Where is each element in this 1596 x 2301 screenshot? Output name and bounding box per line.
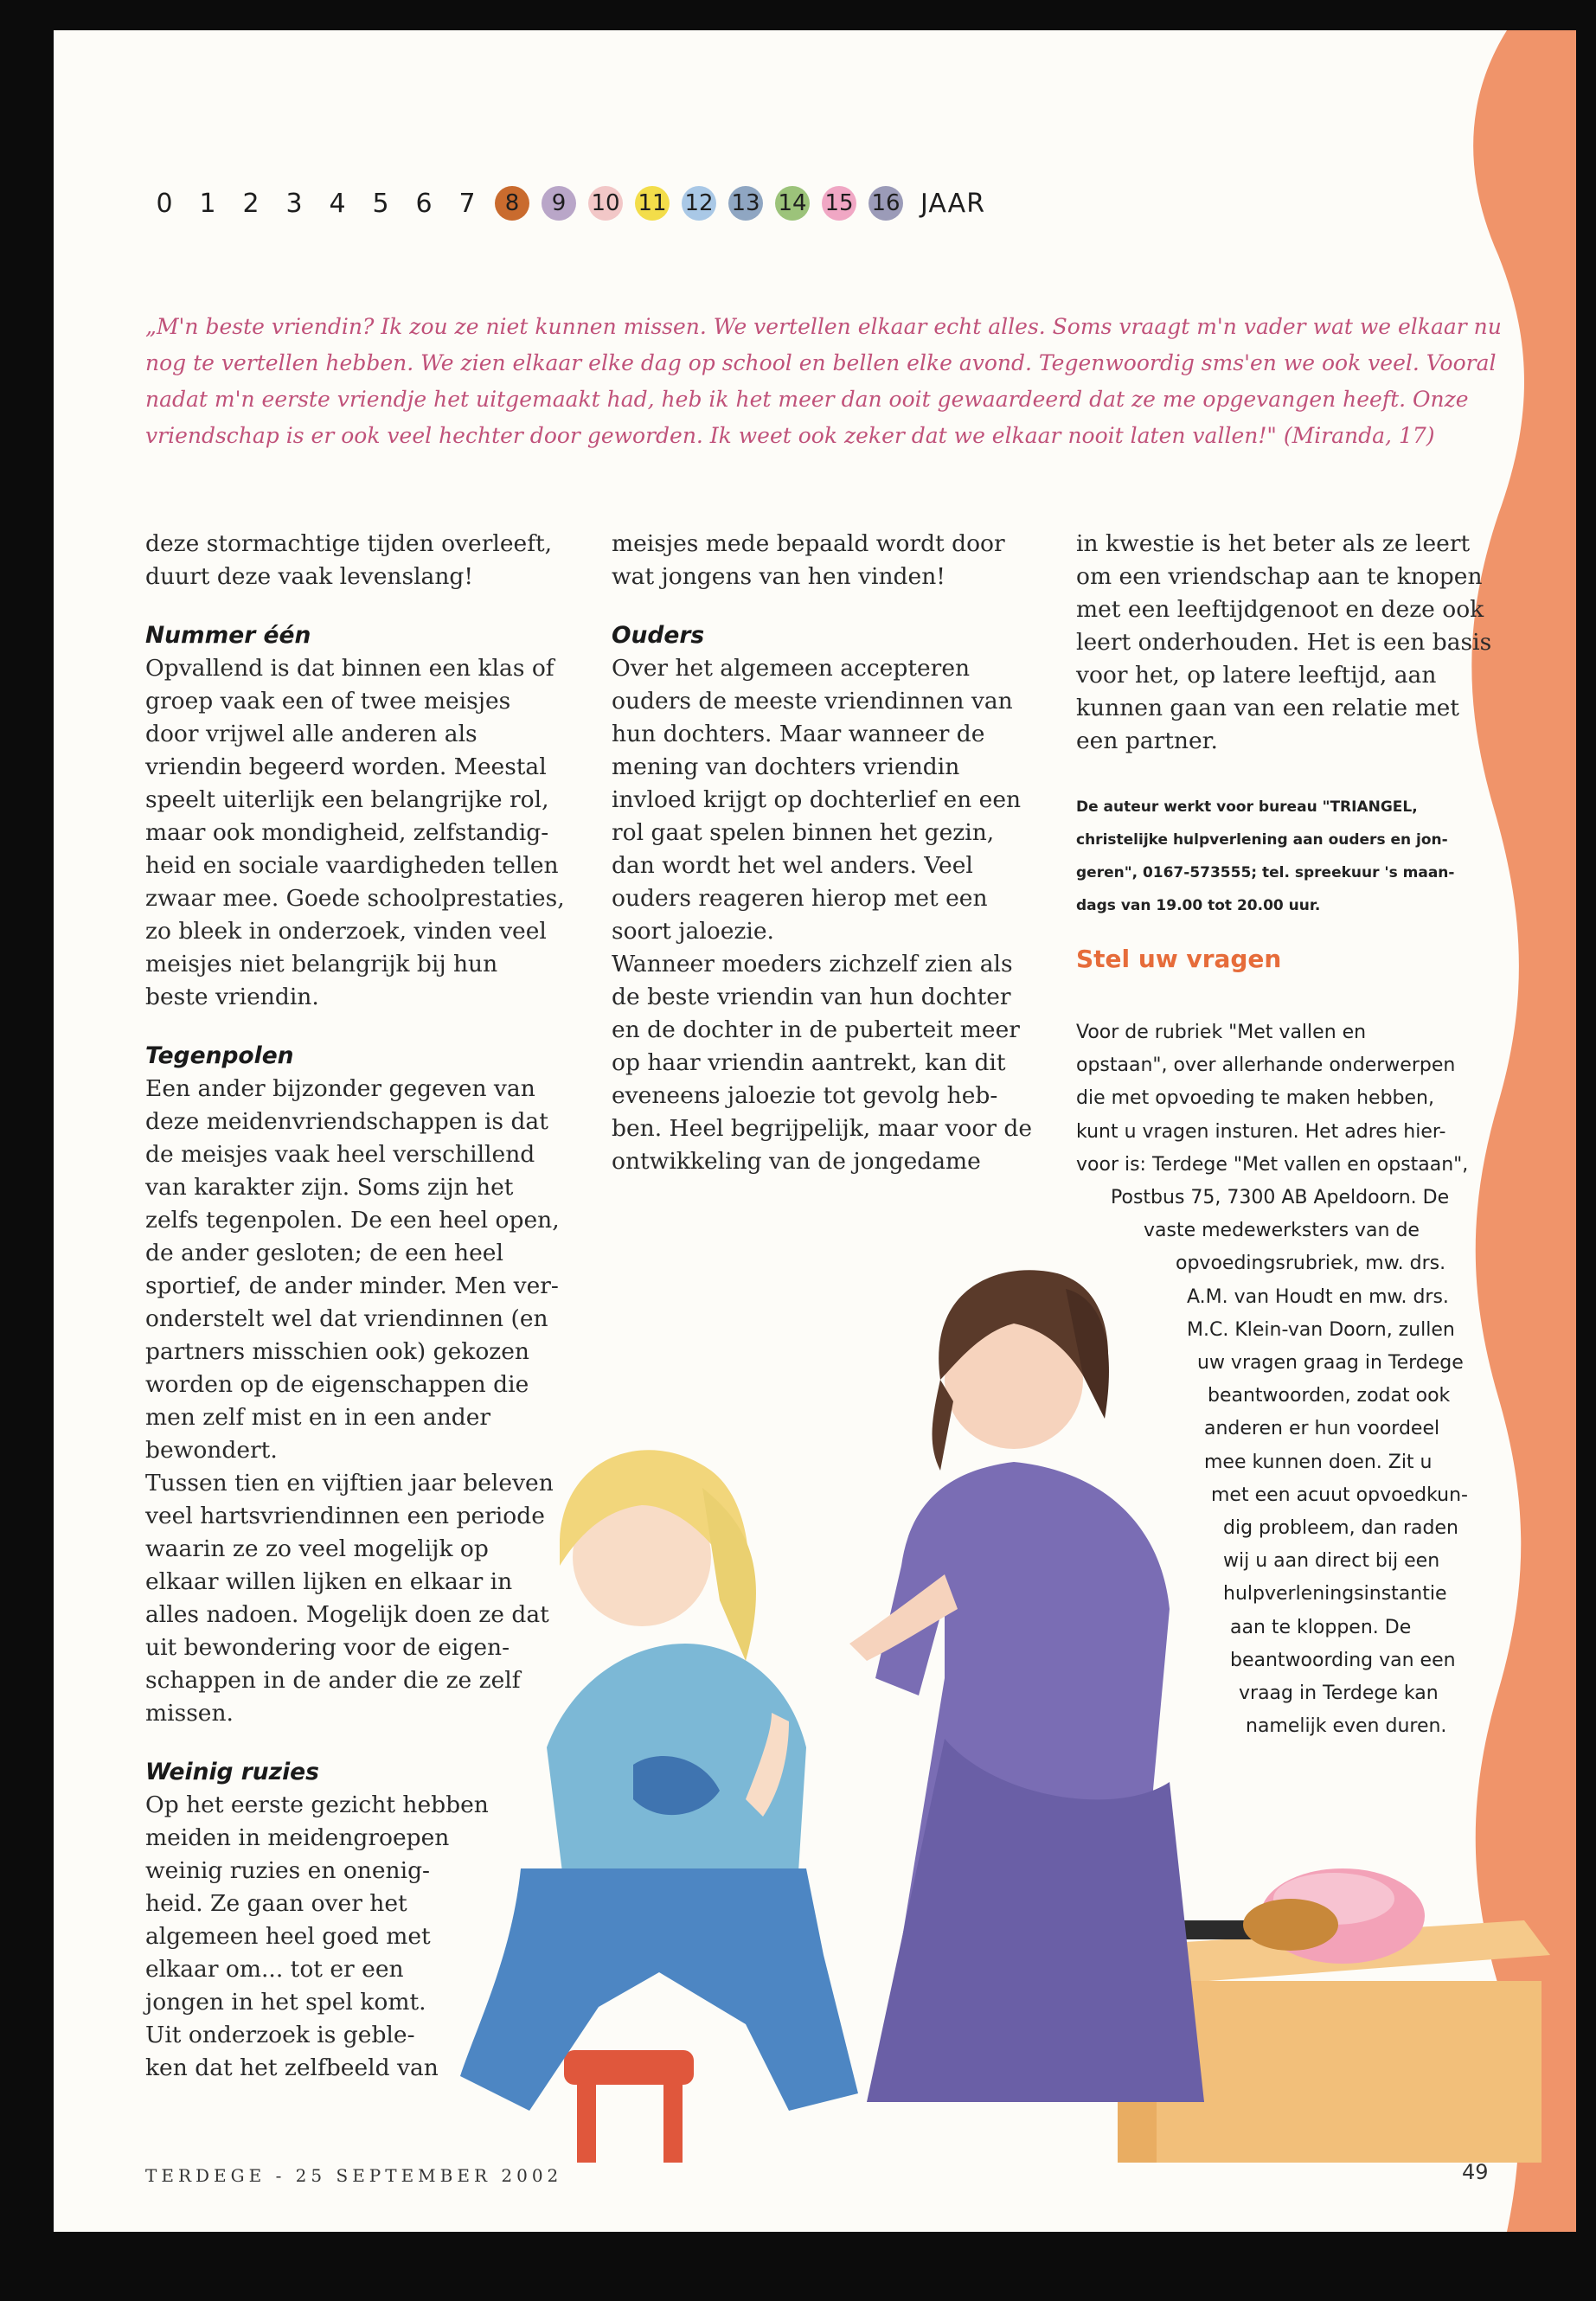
text-line: vaste medewerksters van de [1144,1220,1420,1242]
section-heading-ouders: Ouders [612,622,705,649]
age-marker: 4 [329,188,346,219]
text-line: Wanneer moeders zichzelf zien als [612,951,1013,977]
text-line: De auteur werkt voor bureau "TRIANGEL, [1076,798,1418,816]
text-line: uw vragen graag in Terdege [1197,1352,1464,1375]
text-line: weinig ruzies en onenig- [145,1857,430,1884]
text-line: geren", 0167-573555; tel. spreekuur 's maan- [1076,864,1455,881]
author-note [1076,791,1509,922]
age-marker: 12 [682,186,716,221]
text-line: beantwoording van een [1230,1649,1456,1671]
paragraph-nummer-een [145,652,578,1014]
text-line: mee kunnen doen. Zit u [1204,1451,1433,1473]
text-line: van karakter zijn. Soms zijn het [145,1174,514,1201]
text-line: deze meidenvriendschappen is dat [145,1108,548,1135]
text-line: jongen in het spel komt. [145,1989,426,2016]
text-line: waarin ze zo veel mogelijk op [145,1535,489,1562]
text-line: zelfs tegenpolen. De een heel open, [145,1207,560,1234]
text-line: heid en sociale vaardigheden tellen [145,852,559,879]
text-line: om een vriendschap aan te knopen [1076,563,1483,590]
text-line: door vrijwel alle anderen als [145,721,478,747]
text-line: wij u aan direct bij een [1223,1550,1440,1573]
age-unit-label: JAAR [920,188,986,219]
age-marker: 2 [242,188,260,219]
text-line: Een ander bijzonder gegeven van [145,1075,535,1102]
text-line: met een leeftijdgenoot en deze ook [1076,596,1484,623]
text-line: voor is: Terdege "Met vallen en opstaan", [1076,1153,1469,1176]
text-line: invloed krijgt op dochterlief en een [612,786,1022,813]
pull-quote [145,309,1529,454]
column-intro [612,528,1044,593]
text-line: zo bleek in onderzoek, vinden veel [145,918,547,945]
text-line: meisjes niet belangrijk bij hun [145,951,498,977]
text-line: M.C. Klein-van Doorn, zullen [1187,1318,1455,1341]
text-line: dig probleem, dan raden [1223,1517,1458,1540]
text-line: ben. Heel begrijpelijk, maar voor de [612,1115,1033,1142]
age-marker: 5 [372,188,389,219]
text-line: dags van 19.00 tot 20.00 uur. [1076,897,1321,914]
text-line: voor het, op latere leeftijd, aan [1076,662,1437,689]
text-line: aan te kloppen. De [1230,1616,1412,1638]
text-line: leert onderhouden. Het is een basis [1076,629,1492,656]
article-column-2 [612,528,1044,1178]
quote-line: vriendschap is er ook veel hechter door geworden. Ik weet ook zeker dat we elkaar nooit laten vallen!" (Miranda, 17) [145,423,1435,448]
text-line: wat jongens van hen vinden! [612,563,945,590]
text-line: in kwestie is het beter als ze leert [1076,530,1471,557]
text-line: alles nadoen. Mogelijk doen ze dat [145,1601,549,1628]
age-marker: 7 [458,188,476,219]
footer-publication: TERDEGE - 25 SEPTEMBER 2002 [145,2165,563,2186]
text-line: Opvallend is dat binnen een klas of [145,655,554,682]
age-marker: 6 [415,188,433,219]
text-line: onderstelt wel dat vriendinnen (en [145,1305,548,1332]
text-line: kunnen gaan van een relatie met [1076,695,1459,721]
quote-line: nog te vertellen hebben. We zien elkaar elke dag op school en bellen elke avond. Tegenwoordig sms'en we ook veel. Vooral [145,350,1497,375]
text-line: met een acuut opvoedkun- [1211,1484,1468,1506]
text-line: Tussen tien en vijftien jaar beleven [145,1470,554,1497]
text-line: veel hartsvriendinnen een periode [145,1503,545,1529]
article-column-3 [1076,528,1509,977]
age-marker: 8 [495,186,529,221]
text-line: Over het algemeen accepteren [612,655,971,682]
text-line: vraag in Terdege kan [1239,1682,1439,1705]
text-line: ken dat het zelfbeeld van [145,2054,439,2081]
text-line: schappen in de ander die ze zelf [145,1667,521,1694]
text-line: A.M. van Houdt en mw. drs. [1187,1285,1449,1308]
age-marker: 13 [728,186,763,221]
text-line: kunt u vragen insturen. Het adres hier- [1076,1120,1446,1143]
quote-line: „M'n beste vriendin? Ik zou ze niet kunnen missen. We vertellen elkaar echt alles. Soms vraagt m'n vader wat we elkaar nu [145,314,1502,339]
text-line: rol gaat spelen binnen het gezin, [612,819,995,846]
text-line: elkaar om... tot er een [145,1956,404,1983]
ask-section-body [1076,1016,1526,1743]
text-line: duurt deze vaak levenslang! [145,563,474,590]
text-line: namelijk even duren. [1246,1715,1447,1738]
text-line: een partner. [1076,727,1218,754]
text-line: ontwikkeling van de jongedame [612,1148,981,1175]
text-line: dan wordt het wel anders. Veel [612,852,973,879]
text-line: die met opvoeding te maken hebben, [1076,1087,1434,1110]
text-line: meisjes mede bepaald wordt door [612,530,1005,557]
age-marker: 15 [822,186,856,221]
text-line: men zelf mist en in een ander [145,1404,491,1431]
text-line: elkaar willen lijken en elkaar in [145,1568,513,1595]
text-line: soort jaloezie. [612,918,774,945]
text-line: uit bewondering voor de eigen- [145,1634,510,1661]
section-heading-tegenpolen: Tegenpolen [145,1042,294,1069]
page-number: 49 [1462,2160,1489,2184]
text-line: christelijke hulpverlening aan ouders en jon- [1076,831,1448,849]
text-line: zwaar mee. Goede schoolprestaties, [145,885,565,912]
age-scale [149,186,985,221]
text-line: de meisjes vaak heel verschillend [145,1141,535,1168]
text-line: de beste vriendin van hun dochter [612,984,1011,1010]
age-marker: 3 [285,188,303,219]
text-line: hulpverleningsinstantie [1223,1583,1447,1606]
text-line: missen. [145,1700,234,1727]
text-line: Uit onderzoek is geble- [145,2022,415,2048]
text-line: deze stormachtige tijden overleeft, [145,530,553,557]
column-intro [145,528,578,593]
text-line: mening van dochters vriendin [612,753,960,780]
text-line: maar ook mondigheid, zelfstandig- [145,819,549,846]
text-line: beantwoorden, zodat ook [1208,1385,1451,1407]
text-line: Op het eerste gezicht hebben [145,1791,489,1818]
section-heading-weinig-ruzies: Weinig ruzies [145,1759,319,1785]
text-line: beste vriendin. [145,984,319,1010]
text-line: eveneens jaloezie tot gevolg heb- [612,1082,998,1109]
text-line: Voor de rubriek "Met vallen en [1076,1022,1367,1043]
section-heading-nummer-een: Nummer één [145,622,311,649]
text-line: heid. Ze gaan over het [145,1890,407,1917]
paragraph-ouders [612,652,1044,1178]
text-line: ouders reageren hierop met een [612,885,988,912]
text-line: vriendin begeerd worden. Meestal [145,753,547,780]
text-line: bewondert. [145,1437,278,1464]
text-line: anderen er hun voordeel [1204,1418,1440,1440]
magazine-page [54,30,1576,2232]
age-marker: 14 [775,186,810,221]
column-intro [1076,528,1509,758]
age-marker: 1 [199,188,216,219]
text-line: opstaan", over allerhande onderwerpen [1076,1054,1456,1077]
text-line: opvoedingsrubriek, mw. drs. [1176,1253,1446,1275]
text-line: groep vaak een of twee meisjes [145,688,511,715]
text-line: algemeen heel goed met [145,1923,431,1950]
age-marker: 16 [869,186,903,221]
text-line: ouders de meeste vriendinnen van [612,688,1013,715]
text-line: speelt uiterlijk een belangrijke rol, [145,786,549,813]
age-marker: 10 [588,186,623,221]
text-line: partners misschien ook) gekozen [145,1338,529,1365]
quote-line: nadat m'n eerste vriendje het uitgemaakt had, heb ik het meer dan ooit gewaardeerd dat ze me opgevangen heeft. Onze [145,387,1469,412]
age-marker: 0 [156,188,173,219]
text-line: meiden in meidengroepen [145,1824,450,1851]
section-heading-stel-uw-vragen: Stel uw vragen [1076,945,1282,973]
text-line: hun dochters. Maar wanneer de [612,721,985,747]
text-line: de ander gesloten; de een heel [145,1240,503,1266]
text-line: Postbus 75, 7300 AB Apeldoorn. De [1111,1187,1450,1209]
text-line: en de dochter in de puberteit meer [612,1016,1020,1043]
age-marker: 11 [635,186,670,221]
age-marker: 9 [542,186,576,221]
text-line: worden op de eigenschappen die [145,1371,529,1398]
text-line: op haar vriendin aantrekt, kan dit [612,1049,1006,1076]
text-line: sportief, de ander minder. Men ver- [145,1272,559,1299]
